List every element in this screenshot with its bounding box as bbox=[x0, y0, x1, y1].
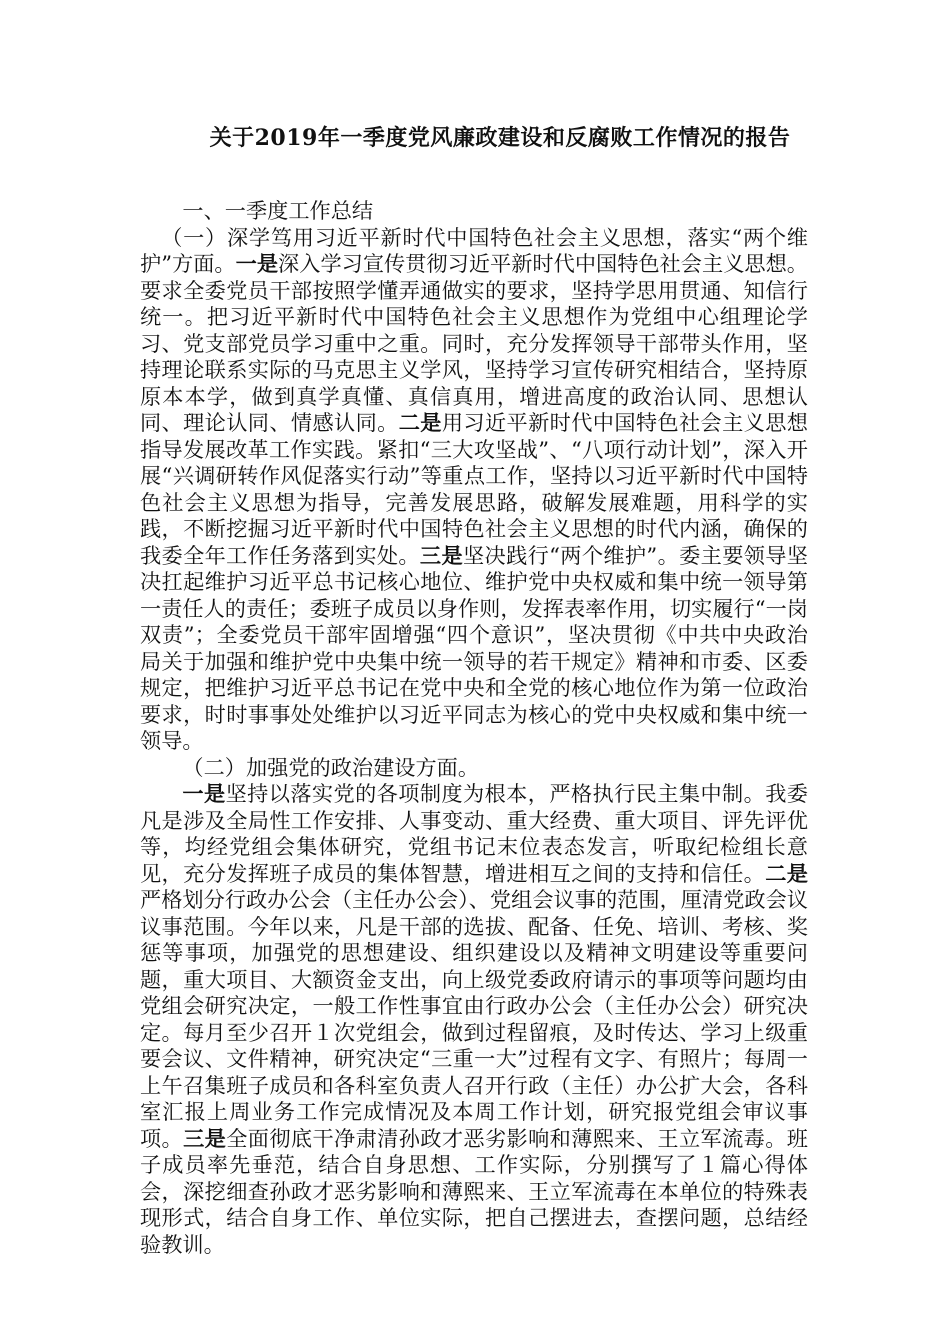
section-heading-summary: 一、一季度工作总结 bbox=[182, 198, 374, 223]
paragraph-subsection-2 bbox=[140, 781, 808, 1258]
point-text: 坚持以落实党的各项制度为根本，严格执行民主集中制。我委凡是涉及全局性工作安排、人事变动、重大经费、重大项目、评先评优等，均经党组会集体研究，党组书记末位表态发言，听取纪检组长意见，充分发挥班子成员的集体智慧，增进相互之间的支持和信任。 bbox=[140, 781, 808, 886]
subsection-1-lead: （一）深学笃用习近平新时代中国特色社会主义思想，落实“两个维护”方面。 bbox=[140, 224, 808, 276]
point-marker: 二是 bbox=[765, 860, 808, 886]
point-text: 坚决践行“两个维护”。委主要领导坚决扛起维护习近平总书记核心地位、维护党中央权威和集中统一领导第一责任人的责任；委班子成员以身作则，发挥表率作用，切实履行“一岗双责”；全委党员干部牢固增强“四个意识”，坚决贯彻《中共中央政治局关于加强和维护党中央集中统一领导的若干规定》精神和市委、区委规定，把维护习近平总书记在党中央和全党的核心地位作为第一位政治要求，时时事事处处维护以习近平同志为核心的党中央权威和集中统一领导。 bbox=[140, 542, 808, 753]
paragraph-subsection-1 bbox=[140, 225, 808, 755]
point-text: 严格划分行政办公会（主任办公会）、党组会议事的范围，厘清党政会议议事范围。今年以来，凡是干部的选拔、配备、任免、培训、考核、奖惩等事项，加强党的思想建设、组织建设以及精神文明建设等重要问题，重大项目、大额资金支出，向上级党委政府请示的事项等问题均由党组会研究决定，一般工作性事宜由行政办公会（主任办公会）研究决定。每月至少召开１次党组会，做到过程留痕，及时传达、学习上级重要会议、文件精神，研究决定“三重一大”过程有文字、有照片；每周一上午召集班子成员和各科室负责人召开行政（主任）办公扩大会，各科室汇报上周业务工作完成情况及本周工作计划，研究报党组会审议事项。 bbox=[140, 887, 808, 1151]
point-marker: 二是 bbox=[398, 410, 442, 435]
point-text: 全面彻底干净肃清孙政才恶劣影响和薄熙来、王立军流毒。班子成员率先垂范，结合自身思想、工作实际，分别撰写了１篇心得体会，深挖细查孙政才恶劣影响和薄熙来、王立军流毒在本单位的特殊表现形式，结合自身工作、单位实际，把自己摆进去，查摆问题，总结经验教训。 bbox=[140, 1125, 808, 1257]
document-body bbox=[140, 198, 808, 1258]
point-text: 深入学习宣传贯彻习近平新时代中国特色社会主义思想。要求全委党员干部按照学懂弄通做实的要求，坚持学思用贯通、知信行统一。把习近平新时代中国特色社会主义思想作为党组中心组理论学习、党支部党员学习重中之重。同时，充分发挥领导干部带头作用，坚持理论联系实际的马克思主义学风，坚持学习宣传研究相结合，坚持原原本本学，做到真学真懂、真信真用，增进高度的政治认同、思想认同、理论认同、情感认同。 bbox=[140, 251, 808, 435]
point-marker: 三是 bbox=[183, 1125, 227, 1151]
point-marker: 三是 bbox=[419, 542, 463, 568]
document-title: 关于2019年一季度党风廉政建设和反腐败工作情况的报告 bbox=[209, 125, 791, 151]
point-marker: 一是 bbox=[235, 251, 279, 276]
point-marker: 一是 bbox=[182, 781, 226, 806]
point-text: 用习近平新时代中国特色社会主义思想指导发展改革工作实践。紧扣“三大攻坚战”、“八项行动计划”，深入开展“兴调研转作风促落实行动”等重点工作，坚持以习近平新时代中国特色社会主义思想为指导，完善发展思路，破解发展难题，用科学的实践，不断挖掘习近平新时代中国特色社会主义思想的时代内涵，确保的我委全年工作任务落到实处。 bbox=[140, 410, 808, 568]
subsection-2-heading: （二）加强党的政治建设方面。 bbox=[182, 754, 480, 780]
